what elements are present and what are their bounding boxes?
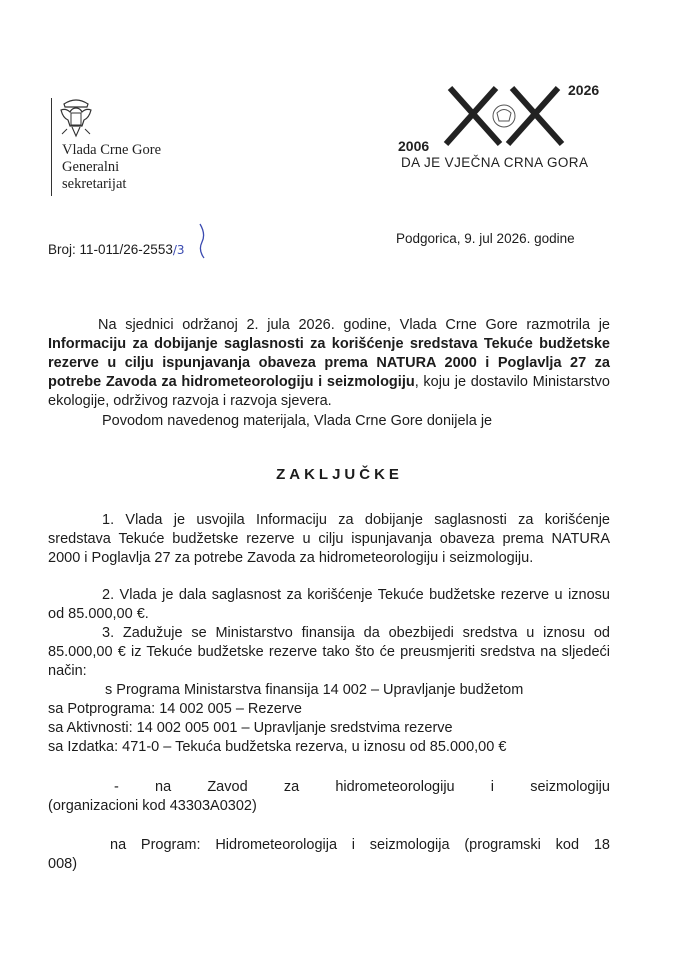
anniversary-logo — [398, 82, 613, 182]
conclusion-2: 2. Vlada je dala saglasnost za korišćenje Tekuće budžetske rezerve u iznosu od 85.000,00 €. — [48, 587, 610, 622]
place-date: Podgorica, 9. jul 2026. godine — [396, 231, 575, 246]
reference-number-handwritten-suffix: /3 — [172, 243, 185, 257]
conclusion-3: 3. Zadužuje se Ministarstvo finansija da obezbijedi sredstva u iznosu od 85.000,00 € iz Tekuće budžetske rezerve tako što će preusmjeriti sredstva na sljedeći način: — [48, 625, 610, 679]
program-code-end: 008) — [48, 856, 78, 872]
destination-line — [48, 778, 610, 797]
org-line: Vlada Crne Gore — [62, 142, 162, 158]
word: za — [283, 779, 300, 795]
word: na — [110, 837, 127, 853]
destination-institution — [48, 778, 610, 816]
budget-line-activity: sa Aktivnosti: 14 002 005 001 – Upravljanje sredstvima rezerve — [48, 720, 453, 736]
logo-year-end: 2026 — [568, 82, 600, 98]
intro-text-bold: Informaciju za dobijanje saglasnosti za korišćenje sredstava Tekuće budžetske rezerve u cilju ispunjavanja obaveza prema NATURA 2000 i Poglavlja 27 za potrebe Zavoda za hidrometeorologiju i seizmologiju — [48, 336, 610, 390]
word: hidrometeorologiju — [335, 779, 455, 795]
letterhead-divider — [51, 98, 52, 196]
word: seizmologija — [369, 837, 450, 853]
decision-intro: Povodom navedenog materijala, Vlada Crne Gore donijela je — [102, 413, 493, 429]
intro-text-end: , koju je dostavilo Ministarstvo ekologije, održivog razvoja i razvoja sjevera. — [48, 374, 610, 409]
organization-name — [62, 142, 161, 193]
program-line — [48, 836, 610, 855]
word: - — [114, 779, 119, 795]
word: seizmologiju — [530, 779, 610, 795]
budget-line-subprogram: sa Potprograma: 14 002 005 – Rezerve — [48, 701, 302, 717]
reference-number — [48, 242, 185, 257]
logo-tagline: DA JE VJEČNA CRNA GORA — [401, 155, 589, 170]
conclusion-1: 1. Vlada je usvojila Informaciju za dobijanje saglasnosti za korišćenje sredstava Tekuće budžetske rezerve u cilju ispunjavanja obaveza prema NATURA 2000 i Poglavlja 27 za potrebe Zavoda za hidrometeorologiju i seizmologiju. — [48, 512, 610, 566]
reference-number-text: Broj: 11-011/26-2553 — [48, 242, 173, 257]
budget-line-program: s Programa Ministarstva finansija 14 002 – Upravljanje budžetom — [105, 682, 524, 698]
word: i — [490, 779, 495, 795]
handwritten-mark-icon — [190, 220, 214, 262]
org-line: sekretarijat — [62, 176, 127, 192]
section-heading: ZAKLJUČKE — [276, 466, 403, 483]
logo-year-start: 2006 — [398, 138, 430, 154]
word: Program: — [140, 837, 201, 853]
intro-paragraph — [48, 316, 610, 411]
word: 18 — [593, 837, 610, 853]
word: na — [155, 779, 172, 795]
destination-program — [48, 836, 610, 874]
budget-line-expenditure: sa Izdatka: 471-0 – Tekuća budžetska rezerva, u iznosu od 85.000,00 € — [48, 739, 507, 755]
word: i — [351, 837, 356, 853]
word: Zavod — [207, 779, 248, 795]
intro-text-start: Na sjednici održanoj 2. jula 2026. godine, Vlada Crne Gore razmotrila je — [98, 317, 610, 333]
word: Hidrometeorologija — [215, 837, 338, 853]
word: (programski — [464, 837, 541, 853]
org-line: Generalni — [62, 159, 120, 175]
organization-code: (organizacioni kod 43303A0302) — [48, 798, 257, 814]
word: kod — [555, 837, 580, 853]
coat-of-arms-icon — [58, 96, 94, 140]
